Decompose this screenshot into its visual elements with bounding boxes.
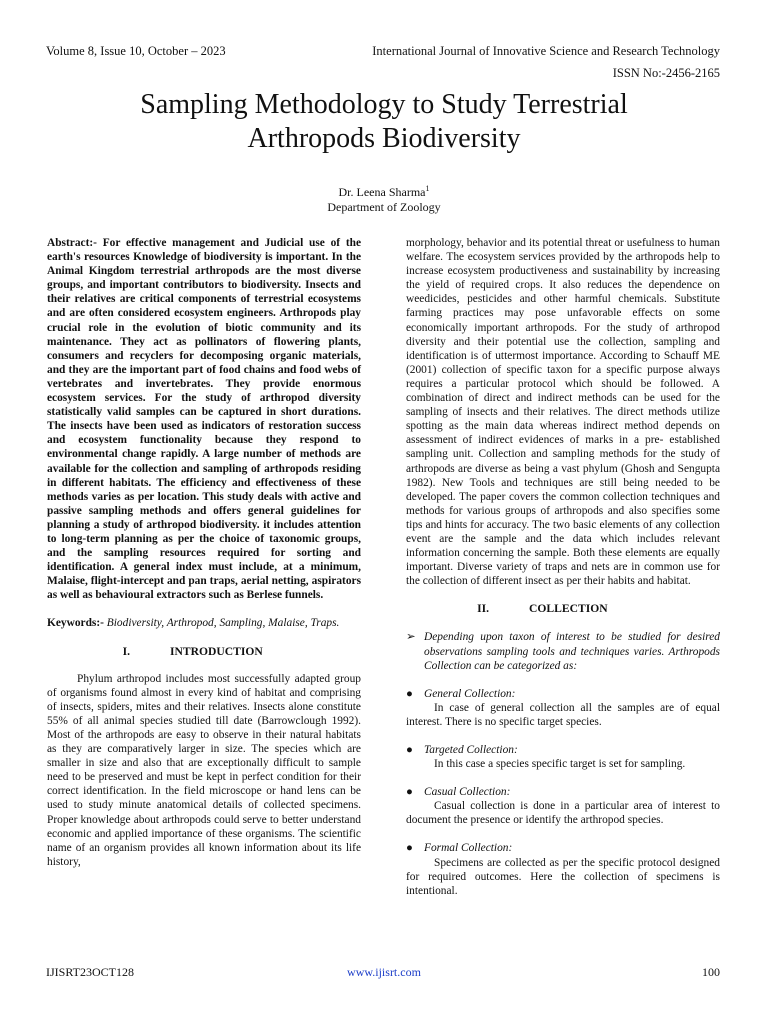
collection-lead [406,630,720,672]
section-number: I. [122,644,130,658]
list-item-body: Specimens are collected as per the specific protocol designed for required outcomes. Here the collection of specimens is intentional. [406,856,720,897]
journal-url-link[interactable]: www.ijisrt.com [347,965,421,979]
list-item [406,841,720,897]
list-item-label: Casual Collection: [424,786,511,799]
list-item-body: In case of general collection all the samples are of equal interest. There is no specific target species. [406,701,720,728]
introduction-continued: morphology, behavior and its potential threat or usefulness to human welfare. The ecosystem services provided by the arthropods help to increase ecosystem productiveness and sustainability by increasing the yield of required crops. It also reduces the dependence on weedicides, pesticides and other harmful chemicals. Substitute farming practices may pose unfavorable effects on some economically important arthropods. For the study of arthropod diversity and their potential use the collection, sampling and identification is of uttermost importance. According to Schauff ME (2001) collection of specific taxon for a specific purpose always requires a particular protocol which should be followed. A combination of direct and indirect methods can be used for the sampling of insects and their relatives. The direct methods utilize spotting as the main data whereas indirect method depends on assessment of indirect evidences of marks in a pre- established sampling unit. Collection and sampling methods for the study of arthropods are diverse as being a vast phylum (Ghosh and Sengupta 1982). New Tools and techniques are still being needed to be developed. The paper covers the common collection techniques and methods for various groups of arthropods and also specifies some tips and hints for accuracy. The two basic elements of any collection event are the sample and the data which includes relevant information concerning the sample. Both these elements are equally important. Diverse variety of traps and nets are in common use for the collection of different insect as per their habits and habitat. [406,237,720,588]
author-affil-mark: 1 [425,184,430,193]
section-number: II. [477,602,489,616]
paper-title [0,88,768,156]
bullet-icon: ● [406,842,413,855]
list-item [406,687,720,729]
author-department: Department of Zoology [327,200,441,214]
article-id: IJISRT23OCT128 [46,965,134,979]
arrow-bullet-icon: ➢ [406,631,416,644]
section-heading-introduction [47,645,361,659]
list-item-body: Casual collection is done in a particular area of interest to document the presence or identify the arthropod species. [406,800,720,827]
bullet-icon: ● [406,744,413,756]
keywords [47,616,361,630]
abstract: Abstract:- For effective management and Judicial use of the earth's resources Knowledge of biodiversity is important. In the Animal Kingdom terrestrial arthropods are the most diverse groups, and important contributors to biodiversity. Insects and their relatives are critical components of terrestrial ecosystems and are often considered ecosystem engineers. Arthropods play crucial role in the evolution of biotic community and its maintenance. They act as pollinators of flowering plants, consumers and recyclers for decomposing organic materials, and they are the important part of food chains and food webs of vertebrates and invertebrates. They provide enormous ecosystem services. For the study of arthropod diversity statistically valid samples can be captured in short durations. The insects have been used as indicators of restoration success and ecosystem functionality because they respond to environmental change rapidly. A large number of methods are available for the collection and sampling of arthropods residing in different habitats. The efficiency and effectiveness of these methods varies as per location. This study deals with active and passive sampling methods and offers general guidelines for planning a study of arthropod biodiversity. it includes attention to long-term planning as per the choice of taxonomic groups, and the sampling resources required for sorting and identification. A general index must include, at a minimum, Malaise, flight-intercept and pan traps, aerial netting, aspirators as well as behavioural extractors such as Berlese funnels. [47,237,361,602]
left-column [47,236,361,869]
list-item-body: In this case a species specific target is set for sampling. [434,758,686,771]
bullet-icon: ● [406,786,413,799]
journal-name: International Journal of Innovative Science and Research Technology [372,44,720,58]
volume-info: Volume 8, Issue 10, October – 2023 [46,44,226,58]
right-column [406,236,720,898]
list-item-label: General Collection: [424,687,516,700]
introduction-paragraph: Phylum arthropod includes most successfully adapted group of organisms found almost in every kind of habitat and comprising of insects, spiders, mites and their relatives. Insects alone constitute 55% of all animal species studied till date (Barrowclough 1992). Most of the arthropods are easy to observe in their natural habitats as they are comparatively larger in size. The species which are smaller in size and also that are exceptionally difficult to sample need to be preserved and must be kept in perfect condition for their correct identification. In the field microscope or hand lens can be used to study minute anatomical details of collected specimens. Proper knowledge about arthropods could serve to better understand economic and applied importance of these organisms. The scientific name of an organism provides all known information about its life history, [47,672,361,868]
title-line-1: Sampling Methodology to Study Terrestrial [140,89,628,120]
title-line-2: Arthropods Biodiversity [247,123,521,154]
list-item-label: Targeted Collection: [424,744,518,756]
keywords-text: Biodiversity, Arthropod, Sampling, Malaise, Traps. [103,617,340,630]
section-title: INTRODUCTION [170,644,263,658]
list-item [406,743,720,771]
section-title: COLLECTION [529,602,608,616]
list-item-label: Formal Collection: [424,842,513,855]
collection-lead-text: Depending upon taxon of interest to be studied for desired observations sampling tools and techniques varies. Arthropods Collection can be categorized as: [424,631,720,672]
bullet-icon: ● [406,687,413,700]
issn: ISSN No:-2456-2165 [612,66,720,80]
author-block [0,181,768,215]
author-name: Dr. Leena Sharma [338,185,426,199]
section-heading-collection [406,602,720,616]
list-item [406,785,720,827]
keywords-label: Keywords:- [47,617,104,630]
page-number: 100 [702,965,720,979]
